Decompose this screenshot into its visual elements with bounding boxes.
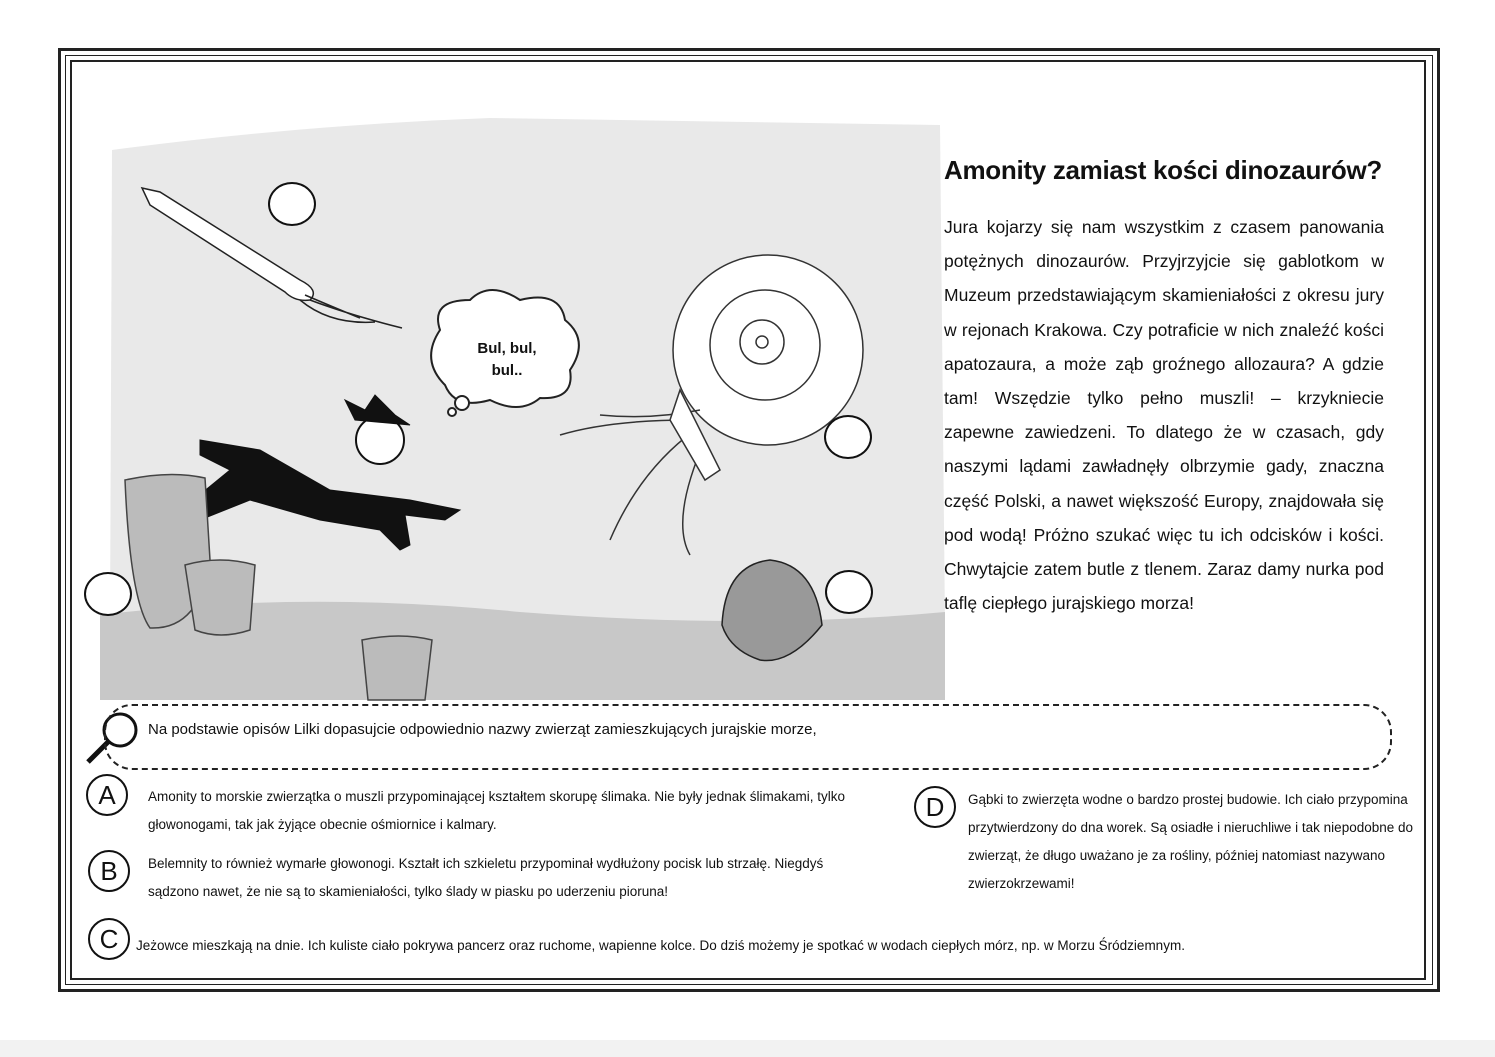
letter-b: B — [88, 850, 130, 892]
answer-slot-ammonite[interactable] — [824, 415, 872, 459]
answer-slot-belemnite[interactable] — [268, 182, 316, 226]
letter-a: A — [86, 774, 128, 816]
letter-c: C — [88, 918, 130, 960]
answer-slot-urchin[interactable] — [825, 570, 873, 614]
article-title: Amonity zamiast kości dinozaurów? — [944, 155, 1382, 185]
task-instruction: Na podstawie opisów Lilki dopasujcie odpowiednio nazwy zwierząt zamieszkujących jurajskie morze, — [148, 721, 817, 738]
answer-slot-sponge[interactable] — [84, 572, 132, 616]
article-body: Jura kojarzy się nam wszystkim z czasem panowania potężnych dinozaurów. Przyjrzyjcie się gablotkom w Muzeum przedstawiającym skamieniałości z okresu jury w rejonach Krakowa. Czy potraficie w nich znaleźć kości apatozaura, a może ząb groźnego allozaura? A gdzie tam! Wszędzie tylko pełno muszli! – krzykniecie zapewne zawiedzeni. To dlatego że w czasach, gdy naszymi lądami zawładnęły olbrzymie gady, znaczna część Polski, a nawet większość Europy, znajdowała się pod wodą! Próżno szukać więc tu ich odcisków i kości. Chwytajcie zatem butle z tlenem. Zaraz damy nurka pod taflę ciepłego jurajskiego morza! — [944, 217, 1384, 614]
description-a: Amonity to morskie zwierzątka o muszli przypominającej kształtem skorupę ślimaka. Nie były jednak ślimakami, tylko głowonogami, tak jak żyjące obecnie ośmiornice i kalmary. — [148, 789, 845, 832]
letter-d: D — [914, 786, 956, 828]
description-c: Jeżowce mieszkają na dnie. Ich kuliste ciało pokrywa pancerz oraz ruchome, wapienne kolce. Do dziś możemy je spotkać w wodach ciepłych mórz, np. w Morzu Śródziemnym. — [136, 938, 1185, 953]
description-d: Gąbki to zwierzęta wodne o bardzo prostej budowie. Ich ciało przypomina przytwierdzony do dna worek. Są osiadłe i nieruchliwe i tak niepodobne do zwierząt, że długo uważano je za rośliny, później natomiast nazywano zwierzokrzewami! — [968, 792, 1414, 891]
description-b: Belemnity to również wymarłe głowonogi. Kształt ich szkieletu przypominał wydłużony pocisk lub strzałę. Niegdyś sądzono nawet, że nie są to skamieniałości, tylko ślady w piasku po uderzeniu pioruna! — [148, 856, 824, 899]
speech-bubble-text: Bul, bul, bul.. — [477, 340, 537, 379]
